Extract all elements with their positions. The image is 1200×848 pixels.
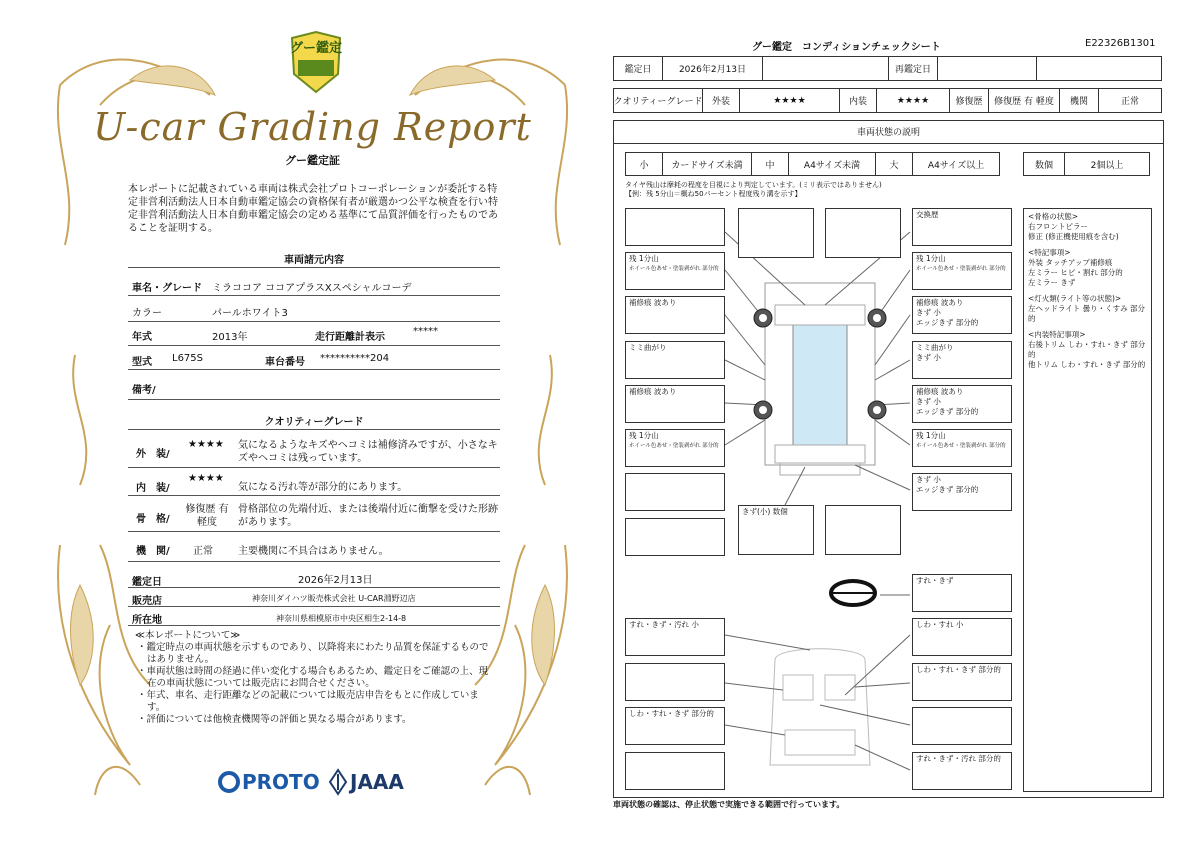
interior-box-left-2 — [625, 663, 725, 701]
repair-value: 修復歴 有 軽度 — [988, 88, 1060, 113]
chassis-value: **********204 — [320, 353, 390, 364]
certificate-subtitle: グー鑑定証 — [285, 154, 340, 167]
damage-box-left-1 — [625, 208, 725, 246]
legend-many-value: 2個以上 — [1064, 152, 1150, 176]
interior-box-left-4 — [625, 752, 725, 790]
condition-heading: 車両状態の説明 — [613, 120, 1164, 144]
divider — [128, 399, 500, 400]
reinspect-label: 再鑑定日 — [888, 56, 938, 81]
year-label: 年式 — [132, 332, 152, 343]
divider — [128, 295, 500, 296]
address-value: 神奈川県相模原市中央区相生2-14-8 — [276, 614, 407, 623]
grade-frame-desc: 骨格部位の先端付近、または後端付近に衝撃を受けた形跡があります。 — [238, 504, 498, 528]
grade-exterior-value: ★★★★ — [188, 439, 224, 450]
mileage-value: ***** — [413, 326, 438, 337]
divider — [128, 321, 500, 322]
damage-box-right-1: 交換歴 — [912, 208, 1012, 246]
interior-label: 内装 — [839, 88, 877, 113]
note-line: 右フロントピラー — [1028, 222, 1088, 231]
year-value: 2013年 — [212, 332, 248, 343]
shop-label: 販売店 — [132, 596, 162, 607]
date-value: 2026年2月13日 — [662, 56, 763, 81]
note-item: ・年式、車名、走行距離などの記載については販売店申告をもとに作成しています。 — [137, 690, 479, 713]
legend-large-key: 大 — [875, 152, 913, 176]
grade-engine-label: 機 関/ — [136, 546, 170, 557]
notes-title: ≪本レポートについて≫ — [135, 630, 241, 641]
divider — [128, 467, 500, 468]
grade-engine-desc: 主要機関に不具合はありません。 — [238, 546, 389, 557]
note-line: 左ミラー きず — [1028, 278, 1076, 287]
special-heading: <特記事項> — [1028, 248, 1071, 257]
damage-box-right-7: きず 小 エッジきず 部分的 — [912, 473, 1012, 511]
note-line: 他トリム しわ・すれ・きず 部分的 — [1028, 360, 1146, 369]
interior-box-right-4 — [912, 707, 1012, 745]
proto-logo-icon — [218, 771, 240, 793]
date-label: 鑑定日 — [613, 56, 663, 81]
engine-label: 機関 — [1059, 88, 1099, 113]
divider — [128, 345, 500, 346]
grade-engine-value: 正常 — [193, 546, 213, 557]
frame-heading: <骨格の状態> — [1028, 212, 1079, 221]
date-value: 2026年2月13日 — [298, 575, 373, 586]
jaaa-logo-icon — [328, 768, 348, 796]
certificate-title: U-car Grading Report — [93, 105, 532, 149]
note-item: ・評価については他検査機関等の評価と異なる場合があります。 — [137, 714, 412, 725]
reinspect-value — [937, 56, 1037, 81]
damage-box-left-7 — [625, 473, 725, 511]
remarks-label: 備考/ — [132, 385, 156, 396]
exterior-label: 外装 — [702, 88, 740, 113]
grade-interior-desc: 気になる汚れ等が部分的にあります。 — [238, 482, 408, 493]
grade-interior-value: ★★★★ — [188, 473, 224, 484]
light-heading: <灯火類(ライト等の状態)> — [1028, 294, 1122, 303]
tire-note: タイヤ残山は摩耗の程度を目視により判定しています。(ミリ表示ではありません) — [625, 181, 882, 189]
spec-heading: 車両諸元内容 — [284, 255, 344, 266]
divider — [128, 606, 500, 607]
legend-small-value: カードサイズ未満 — [662, 152, 752, 176]
blank-cell — [762, 56, 889, 81]
grade-interior-label: 内 装/ — [136, 483, 170, 494]
grade-label: クオリティーグレード — [613, 88, 703, 113]
grade-exterior-label: 外 装/ — [136, 449, 170, 460]
color-value: パールホワイト3 — [212, 308, 288, 319]
note-line: 左ヘッドライト 曇り・くすみ 部分的 — [1028, 304, 1146, 323]
interior-box-right-5: すれ・きず・汚れ 部分的 — [912, 752, 1012, 790]
grade-frame-value: 修復歴 有 軽度 — [185, 504, 229, 528]
address-label: 所在地 — [132, 615, 162, 626]
damage-box-rear-left: きず(小) 数個 — [738, 505, 814, 555]
damage-box-right-2: 残 1分山 ホイール色あせ・塗装剥がれ 部分的 — [912, 252, 1012, 290]
grade-heading: クオリティーグレード — [264, 417, 364, 428]
damage-box-left-8 — [625, 518, 725, 556]
note-item: ・車両状態は時間の経過に伴い変化する場合もあるため、鑑定日をご確認の上、現在の車両状態については販売店にお問合せください。 — [137, 666, 489, 689]
note-line: 修正 (修正機使用痕を含む) — [1028, 232, 1119, 241]
damage-box-left-4: ミミ曲がり — [625, 341, 725, 379]
shop-value: 神奈川ダイハツ販売株式会社 U-CAR淵野辺店 — [252, 594, 416, 603]
exterior-value: ★★★★ — [739, 88, 840, 113]
divider — [128, 561, 500, 562]
note-line: 外装 タッチアップ補修痕 — [1028, 258, 1113, 267]
divider — [128, 625, 500, 626]
interior-box-right-3: しわ・すれ・きず 部分的 — [912, 663, 1012, 701]
damage-box-left-2: 残 1分山 ホイール色あせ・塗装剥がれ 部分的 — [625, 252, 725, 290]
interior-box-left-1: すれ・きず・汚れ 小 — [625, 618, 725, 656]
engine-value: 正常 — [1098, 88, 1162, 113]
badge-text: グー鑑定 — [289, 41, 342, 56]
certificate-intro: 本レポートに記載されている車両は株式会社プロトコーポレーションが委託する特定非営利活動法人日本自動車鑑定協会の資格保有者が厳選かつ公平な検査を行い特定非営利活動法人日本自動車鑑定協会の定める基準にて品質評価を行ったものであることを証明する。 — [128, 184, 498, 234]
legend-medium-key: 中 — [751, 152, 789, 176]
grade-exterior-desc: 気になるようなキズやヘコミは補修済みですが、小さなキズやヘコミは残っています。 — [238, 440, 498, 464]
repair-label: 修復歴 — [949, 88, 989, 113]
mileage-label: 走行距離計表示 — [315, 332, 385, 343]
model-label: 型式 — [132, 357, 152, 368]
legend-medium-value: A4サイズ未満 — [788, 152, 876, 176]
doc-id: E22326B1301 — [1085, 38, 1156, 49]
damage-box-left-3: 補修痕 波あり — [625, 296, 725, 334]
damage-box-front-right — [825, 208, 901, 258]
interior-box-left-3: しわ・すれ・きず 部分的 — [625, 707, 725, 745]
notes-column — [1028, 212, 1148, 370]
legend-small-key: 小 — [625, 152, 663, 176]
blank-cell — [1036, 56, 1162, 81]
damage-box-left-6: 残 1分山 ホイール色あせ・塗装剥がれ 部分的 — [625, 429, 725, 467]
divider — [128, 587, 500, 588]
divider — [128, 531, 500, 532]
note-line: 右後トリム しわ・すれ・きず 部分的 — [1028, 340, 1146, 359]
report-notes — [135, 630, 495, 726]
divider — [128, 369, 500, 370]
legend-large-value: A4サイズ以上 — [912, 152, 1000, 176]
grading-certificate — [40, 25, 585, 825]
interior-value: ★★★★ — [876, 88, 950, 113]
damage-box-right-6: 残 1分山 ホイール色あせ・塗装剥がれ 部分的 — [912, 429, 1012, 467]
tire-note-example: 【例：残 5分山＝概ね50パーセント程度残り溝を示す】 — [625, 190, 802, 198]
damage-box-rear-right — [825, 505, 901, 555]
divider — [128, 429, 500, 430]
chassis-label: 車台番号 — [265, 357, 305, 368]
note-item: ・鑑定時点の車両状態を示すものであり、以降将来にわたり品質を保証するものではありません。 — [137, 642, 489, 665]
proto-logo-text: PROTO — [242, 770, 320, 794]
legend-many-key: 数個 — [1023, 152, 1065, 176]
trim-heading: <内装特記事項> — [1028, 330, 1086, 339]
damage-box-left-5: 補修痕 波あり — [625, 385, 725, 423]
divider — [128, 495, 500, 496]
color-label: カラー — [132, 308, 162, 319]
damage-box-right-3: 補修痕 波あり きず 小 エッジきず 部分的 — [912, 296, 1012, 334]
name-label: 車名・グレード — [132, 283, 202, 294]
damage-box-right-4: ミミ曲がり きず 小 — [912, 341, 1012, 379]
sheet-title: グー鑑定 コンディションチェックシート — [752, 42, 941, 53]
sheet-footer: 車両状態の確認は、停止状態で実施できる範囲で行っています。 — [613, 800, 845, 809]
damage-box-right-5: 補修痕 波あり きず 小 エッジきず 部分的 — [912, 385, 1012, 423]
note-line: 左ミラー ヒビ・割れ 部分的 — [1028, 268, 1123, 277]
jaaa-logo-text: JAAA — [350, 770, 404, 794]
name-value: ミラココア ココアプラスXスペシャルコーデ — [212, 283, 412, 294]
interior-box-right-1: すれ・きず — [912, 574, 1012, 612]
model-value: L675S — [172, 353, 204, 364]
date-label: 鑑定日 — [132, 577, 162, 588]
interior-box-right-2: しわ・すれ 小 — [912, 618, 1012, 656]
divider — [128, 267, 500, 268]
damage-box-front-left — [738, 208, 814, 258]
grade-frame-label: 骨 格/ — [136, 514, 170, 525]
